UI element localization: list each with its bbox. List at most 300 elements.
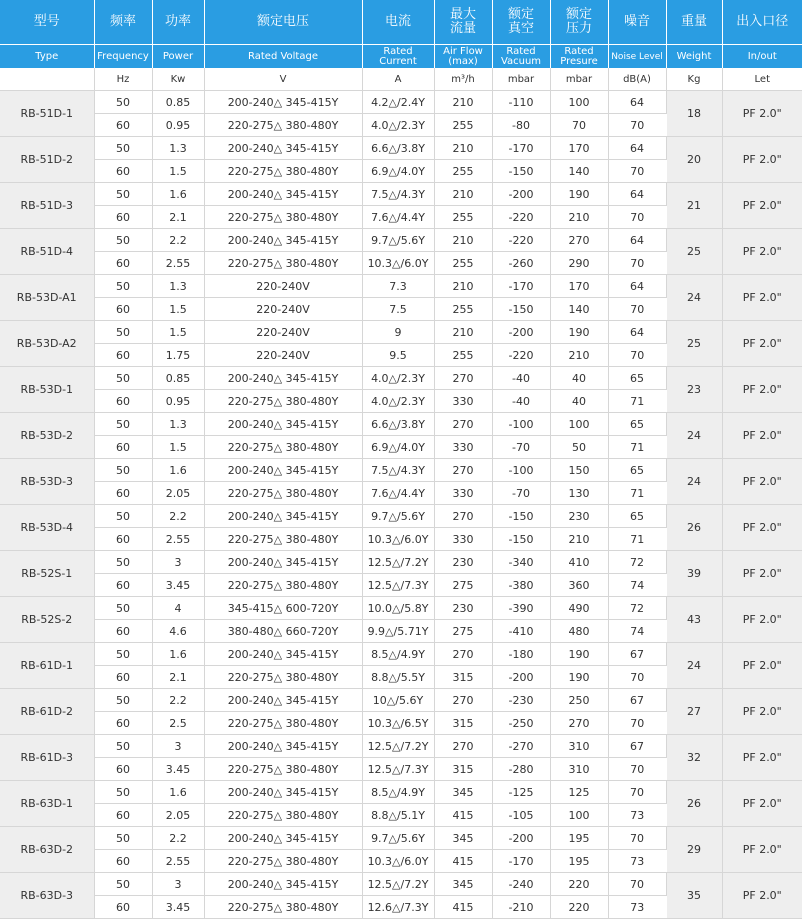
frequency-cell: 60 [94, 528, 152, 551]
voltage-cell: 220-240V [204, 298, 362, 321]
vacuum-cell: -210 [492, 896, 550, 919]
vacuum-cell: -260 [492, 252, 550, 275]
frequency-cell: 60 [94, 712, 152, 735]
model-cell: RB-53D-2 [0, 413, 94, 459]
pressure-cell: 40 [550, 367, 608, 390]
outlet-cell: PF 2.0" [722, 505, 802, 551]
frequency-cell: 50 [94, 689, 152, 712]
unit-voltage: V [204, 68, 362, 91]
header-zh-frequency: 频率 [94, 0, 152, 45]
noise-cell: 64 [608, 321, 666, 344]
vacuum-cell: -100 [492, 459, 550, 482]
voltage-cell: 220-275△ 380-480Y [204, 436, 362, 459]
header-zh-vacuum-text: 额定真空 [507, 7, 534, 36]
power-cell: 2.55 [152, 252, 204, 275]
weight-cell: 32 [666, 735, 722, 781]
frequency-cell: 60 [94, 804, 152, 827]
pressure-cell: 125 [550, 781, 608, 804]
airflow-cell: 270 [434, 643, 492, 666]
airflow-cell: 330 [434, 528, 492, 551]
airflow-cell: 275 [434, 620, 492, 643]
airflow-cell: 270 [434, 735, 492, 758]
current-cell: 6.9△/4.0Y [362, 436, 434, 459]
voltage-cell: 220-275△ 380-480Y [204, 206, 362, 229]
current-cell: 10.3△/6.0Y [362, 850, 434, 873]
weight-cell: 18 [666, 91, 722, 137]
airflow-cell: 345 [434, 781, 492, 804]
current-cell: 7.5△/4.3Y [362, 459, 434, 482]
weight-cell: 25 [666, 321, 722, 367]
vacuum-cell: -100 [492, 413, 550, 436]
power-cell: 2.2 [152, 505, 204, 528]
header-en-airflow-text: Air Flow (max) [443, 45, 483, 67]
vacuum-cell: -150 [492, 160, 550, 183]
outlet-cell: PF 2.0" [722, 873, 802, 919]
vacuum-cell: -270 [492, 735, 550, 758]
noise-cell: 70 [608, 344, 666, 367]
frequency-cell: 60 [94, 758, 152, 781]
frequency-cell: 60 [94, 666, 152, 689]
power-cell: 0.95 [152, 390, 204, 413]
power-cell: 0.85 [152, 367, 204, 390]
current-cell: 10.3△/6.0Y [362, 528, 434, 551]
voltage-cell: 200-240△ 345-415Y [204, 873, 362, 896]
outlet-cell: PF 2.0" [722, 229, 802, 275]
voltage-cell: 220-275△ 380-480Y [204, 160, 362, 183]
airflow-cell: 210 [434, 321, 492, 344]
weight-cell: 25 [666, 229, 722, 275]
airflow-cell: 270 [434, 459, 492, 482]
header-en-vacuum-text: Rated Vacuum [500, 45, 542, 67]
noise-cell: 65 [608, 367, 666, 390]
unit-current: A [362, 68, 434, 91]
airflow-cell: 345 [434, 827, 492, 850]
model-cell: RB-63D-3 [0, 873, 94, 919]
airflow-cell: 210 [434, 91, 492, 114]
noise-cell: 72 [608, 597, 666, 620]
airflow-cell: 315 [434, 712, 492, 735]
pressure-cell: 410 [550, 551, 608, 574]
airflow-cell: 230 [434, 551, 492, 574]
noise-cell: 70 [608, 758, 666, 781]
power-cell: 4.6 [152, 620, 204, 643]
voltage-cell: 220-240V [204, 275, 362, 298]
model-cell: RB-53D-4 [0, 505, 94, 551]
power-cell: 1.6 [152, 183, 204, 206]
vacuum-cell: -180 [492, 643, 550, 666]
pressure-cell: 70 [550, 114, 608, 137]
model-cell: RB-51D-4 [0, 229, 94, 275]
current-cell: 8.8△/5.1Y [362, 804, 434, 827]
outlet-cell: PF 2.0" [722, 183, 802, 229]
pressure-cell: 210 [550, 528, 608, 551]
airflow-cell: 345 [434, 873, 492, 896]
frequency-cell: 60 [94, 160, 152, 183]
current-cell: 7.5 [362, 298, 434, 321]
table-row [0, 781, 802, 804]
vacuum-cell: -220 [492, 206, 550, 229]
header-zh-current: 电流 [362, 0, 434, 45]
vacuum-cell: -80 [492, 114, 550, 137]
frequency-cell: 50 [94, 459, 152, 482]
current-cell: 12.5△/7.2Y [362, 551, 434, 574]
pressure-cell: 130 [550, 482, 608, 505]
header-zh-type: 型号 [0, 0, 94, 45]
power-cell: 3 [152, 735, 204, 758]
pressure-cell: 170 [550, 137, 608, 160]
voltage-cell: 345-415△ 600-720Y [204, 597, 362, 620]
vacuum-cell: -40 [492, 367, 550, 390]
pressure-cell: 190 [550, 321, 608, 344]
vacuum-cell: -200 [492, 321, 550, 344]
model-cell: RB-63D-2 [0, 827, 94, 873]
noise-cell: 70 [608, 712, 666, 735]
power-cell: 1.6 [152, 643, 204, 666]
frequency-cell: 50 [94, 551, 152, 574]
header-en-pressure-text: Rated Presure [560, 45, 598, 67]
noise-cell: 65 [608, 505, 666, 528]
airflow-cell: 255 [434, 160, 492, 183]
unit-noise: dB(A) [608, 68, 666, 91]
current-cell: 8.5△/4.9Y [362, 781, 434, 804]
pressure-cell: 250 [550, 689, 608, 712]
frequency-cell: 50 [94, 183, 152, 206]
current-cell: 12.5△/7.2Y [362, 873, 434, 896]
table-row [0, 367, 802, 390]
voltage-cell: 220-275△ 380-480Y [204, 758, 362, 781]
noise-cell: 70 [608, 206, 666, 229]
pressure-cell: 310 [550, 758, 608, 781]
frequency-cell: 50 [94, 229, 152, 252]
power-cell: 2.2 [152, 689, 204, 712]
airflow-cell: 255 [434, 114, 492, 137]
current-cell: 12.5△/7.3Y [362, 758, 434, 781]
vacuum-cell: -170 [492, 275, 550, 298]
current-cell: 9.9△/5.71Y [362, 620, 434, 643]
current-cell: 9 [362, 321, 434, 344]
airflow-cell: 210 [434, 229, 492, 252]
voltage-cell: 220-275△ 380-480Y [204, 850, 362, 873]
current-cell: 4.0△/2.3Y [362, 114, 434, 137]
voltage-cell: 220-275△ 380-480Y [204, 114, 362, 137]
noise-cell: 70 [608, 873, 666, 896]
power-cell: 4 [152, 597, 204, 620]
outlet-cell: PF 2.0" [722, 137, 802, 183]
current-cell: 9.5 [362, 344, 434, 367]
airflow-cell: 255 [434, 298, 492, 321]
header-en-voltage: Rated Voltage [204, 45, 362, 69]
pressure-cell: 190 [550, 183, 608, 206]
model-cell: RB-51D-1 [0, 91, 94, 137]
power-cell: 1.3 [152, 275, 204, 298]
voltage-cell: 200-240△ 345-415Y [204, 643, 362, 666]
voltage-cell: 200-240△ 345-415Y [204, 505, 362, 528]
voltage-cell: 200-240△ 345-415Y [204, 367, 362, 390]
pressure-cell: 170 [550, 275, 608, 298]
model-cell: RB-52S-1 [0, 551, 94, 597]
voltage-cell: 200-240△ 345-415Y [204, 689, 362, 712]
voltage-cell: 220-275△ 380-480Y [204, 390, 362, 413]
weight-cell: 26 [666, 781, 722, 827]
weight-cell: 24 [666, 275, 722, 321]
vacuum-cell: -125 [492, 781, 550, 804]
vacuum-cell: -410 [492, 620, 550, 643]
pressure-cell: 190 [550, 666, 608, 689]
frequency-cell: 60 [94, 482, 152, 505]
current-cell: 9.7△/5.6Y [362, 505, 434, 528]
airflow-cell: 230 [434, 597, 492, 620]
power-cell: 2.55 [152, 850, 204, 873]
pressure-cell: 230 [550, 505, 608, 528]
frequency-cell: 50 [94, 873, 152, 896]
unit-inout: Let [722, 68, 802, 91]
header-en-vacuum [492, 45, 550, 69]
table-row [0, 735, 802, 758]
header-en-weight: Weight [666, 45, 722, 69]
vacuum-cell: -230 [492, 689, 550, 712]
pressure-cell: 210 [550, 206, 608, 229]
vacuum-cell: -170 [492, 850, 550, 873]
current-cell: 6.6△/3.8Y [362, 413, 434, 436]
table-row [0, 827, 802, 850]
units-row [0, 68, 802, 91]
airflow-cell: 210 [434, 183, 492, 206]
pressure-cell: 150 [550, 459, 608, 482]
pressure-cell: 190 [550, 643, 608, 666]
header-zh-noise: 噪音 [608, 0, 666, 45]
weight-cell: 21 [666, 183, 722, 229]
noise-cell: 70 [608, 666, 666, 689]
frequency-cell: 50 [94, 137, 152, 160]
header-en-power: Power [152, 45, 204, 69]
noise-cell: 64 [608, 229, 666, 252]
noise-cell: 70 [608, 781, 666, 804]
frequency-cell: 60 [94, 574, 152, 597]
unit-type [0, 68, 94, 91]
frequency-cell: 50 [94, 275, 152, 298]
outlet-cell: PF 2.0" [722, 275, 802, 321]
noise-cell: 72 [608, 551, 666, 574]
noise-cell: 64 [608, 91, 666, 114]
vacuum-cell: -390 [492, 597, 550, 620]
outlet-cell: PF 2.0" [722, 413, 802, 459]
current-cell: 6.9△/4.0Y [362, 160, 434, 183]
current-cell: 12.5△/7.3Y [362, 574, 434, 597]
header-zh-inout: 出入口径 [722, 0, 802, 45]
vacuum-cell: -105 [492, 804, 550, 827]
outlet-cell: PF 2.0" [722, 735, 802, 781]
frequency-cell: 50 [94, 597, 152, 620]
voltage-cell: 220-275△ 380-480Y [204, 712, 362, 735]
weight-cell: 26 [666, 505, 722, 551]
model-cell: RB-53D-A2 [0, 321, 94, 367]
frequency-cell: 60 [94, 850, 152, 873]
airflow-cell: 270 [434, 689, 492, 712]
vacuum-cell: -40 [492, 390, 550, 413]
frequency-cell: 60 [94, 298, 152, 321]
noise-cell: 67 [608, 735, 666, 758]
frequency-cell: 60 [94, 206, 152, 229]
current-cell: 7.5△/4.3Y [362, 183, 434, 206]
power-cell: 1.3 [152, 413, 204, 436]
table-row [0, 551, 802, 574]
pressure-cell: 290 [550, 252, 608, 275]
vacuum-cell: -340 [492, 551, 550, 574]
current-cell: 10△/5.6Y [362, 689, 434, 712]
airflow-cell: 415 [434, 896, 492, 919]
current-cell: 10.3△/6.0Y [362, 252, 434, 275]
noise-cell: 70 [608, 252, 666, 275]
airflow-cell: 330 [434, 436, 492, 459]
weight-cell: 39 [666, 551, 722, 597]
pressure-cell: 140 [550, 298, 608, 321]
pressure-cell: 220 [550, 896, 608, 919]
noise-cell: 64 [608, 183, 666, 206]
airflow-cell: 330 [434, 390, 492, 413]
frequency-cell: 50 [94, 827, 152, 850]
airflow-cell: 255 [434, 206, 492, 229]
current-cell: 10.0△/5.8Y [362, 597, 434, 620]
vacuum-cell: -200 [492, 827, 550, 850]
voltage-cell: 220-240V [204, 321, 362, 344]
current-cell: 6.6△/3.8Y [362, 137, 434, 160]
header-en-pressure [550, 45, 608, 69]
noise-cell: 70 [608, 160, 666, 183]
header-en-airflow [434, 45, 492, 69]
weight-cell: 43 [666, 597, 722, 643]
current-cell: 9.7△/5.6Y [362, 229, 434, 252]
header-zh-airflow [434, 0, 492, 45]
frequency-cell: 50 [94, 505, 152, 528]
voltage-cell: 220-275△ 380-480Y [204, 804, 362, 827]
noise-cell: 71 [608, 528, 666, 551]
voltage-cell: 220-240V [204, 344, 362, 367]
table-row [0, 137, 802, 160]
table-row [0, 597, 802, 620]
pressure-cell: 195 [550, 850, 608, 873]
power-cell: 3 [152, 873, 204, 896]
voltage-cell: 220-275△ 380-480Y [204, 528, 362, 551]
power-cell: 2.1 [152, 206, 204, 229]
outlet-cell: PF 2.0" [722, 643, 802, 689]
current-cell: 8.8△/5.5Y [362, 666, 434, 689]
voltage-cell: 200-240△ 345-415Y [204, 781, 362, 804]
weight-cell: 29 [666, 827, 722, 873]
voltage-cell: 200-240△ 345-415Y [204, 137, 362, 160]
current-cell: 9.7△/5.6Y [362, 827, 434, 850]
outlet-cell: PF 2.0" [722, 91, 802, 137]
header-zh-weight: 重量 [666, 0, 722, 45]
frequency-cell: 50 [94, 91, 152, 114]
model-cell: RB-61D-2 [0, 689, 94, 735]
current-cell: 7.3 [362, 275, 434, 298]
table-row [0, 183, 802, 206]
airflow-cell: 315 [434, 666, 492, 689]
voltage-cell: 200-240△ 345-415Y [204, 551, 362, 574]
model-cell: RB-51D-3 [0, 183, 94, 229]
pressure-cell: 270 [550, 229, 608, 252]
vacuum-cell: -220 [492, 229, 550, 252]
table-row [0, 91, 802, 114]
weight-cell: 24 [666, 459, 722, 505]
pressure-cell: 100 [550, 804, 608, 827]
voltage-cell: 200-240△ 345-415Y [204, 229, 362, 252]
frequency-cell: 60 [94, 896, 152, 919]
model-cell: RB-53D-3 [0, 459, 94, 505]
unit-frequency: Hz [94, 68, 152, 91]
header-en-frequency: Frequency [94, 45, 152, 69]
weight-cell: 23 [666, 367, 722, 413]
pressure-cell: 195 [550, 827, 608, 850]
power-cell: 2.5 [152, 712, 204, 735]
frequency-cell: 50 [94, 367, 152, 390]
noise-cell: 67 [608, 643, 666, 666]
model-cell: RB-53D-1 [0, 367, 94, 413]
header-en-inout: In/out [722, 45, 802, 69]
power-cell: 1.3 [152, 137, 204, 160]
header-en-type: Type [0, 45, 94, 69]
current-cell: 4.0△/2.3Y [362, 390, 434, 413]
noise-cell: 70 [608, 827, 666, 850]
frequency-cell: 50 [94, 321, 152, 344]
header-zh-pressure [550, 0, 608, 45]
airflow-cell: 315 [434, 758, 492, 781]
power-cell: 1.5 [152, 160, 204, 183]
vacuum-cell: -380 [492, 574, 550, 597]
power-cell: 1.75 [152, 344, 204, 367]
frequency-cell: 50 [94, 781, 152, 804]
voltage-cell: 200-240△ 345-415Y [204, 413, 362, 436]
header-zh-voltage: 额定电压 [204, 0, 362, 45]
vacuum-cell: -150 [492, 298, 550, 321]
current-cell: 7.6△/4.4Y [362, 206, 434, 229]
vacuum-cell: -280 [492, 758, 550, 781]
power-cell: 3.45 [152, 574, 204, 597]
noise-cell: 73 [608, 850, 666, 873]
current-cell: 7.6△/4.4Y [362, 482, 434, 505]
vacuum-cell: -240 [492, 873, 550, 896]
frequency-cell: 60 [94, 252, 152, 275]
pressure-cell: 480 [550, 620, 608, 643]
vacuum-cell: -200 [492, 183, 550, 206]
airflow-cell: 330 [434, 482, 492, 505]
table-row [0, 229, 802, 252]
vacuum-cell: -110 [492, 91, 550, 114]
pressure-cell: 40 [550, 390, 608, 413]
pressure-cell: 100 [550, 413, 608, 436]
noise-cell: 74 [608, 574, 666, 597]
table-row [0, 413, 802, 436]
unit-airflow: m³/h [434, 68, 492, 91]
outlet-cell: PF 2.0" [722, 321, 802, 367]
vacuum-cell: -250 [492, 712, 550, 735]
voltage-cell: 220-275△ 380-480Y [204, 574, 362, 597]
header-en-current [362, 45, 434, 69]
weight-cell: 20 [666, 137, 722, 183]
voltage-cell: 380-480△ 660-720Y [204, 620, 362, 643]
power-cell: 2.05 [152, 804, 204, 827]
model-cell: RB-53D-A1 [0, 275, 94, 321]
power-cell: 1.6 [152, 781, 204, 804]
table-row [0, 643, 802, 666]
power-cell: 3 [152, 551, 204, 574]
table-row [0, 505, 802, 528]
airflow-cell: 255 [434, 344, 492, 367]
table-row [0, 459, 802, 482]
model-cell: RB-61D-1 [0, 643, 94, 689]
outlet-cell: PF 2.0" [722, 597, 802, 643]
frequency-cell: 50 [94, 735, 152, 758]
